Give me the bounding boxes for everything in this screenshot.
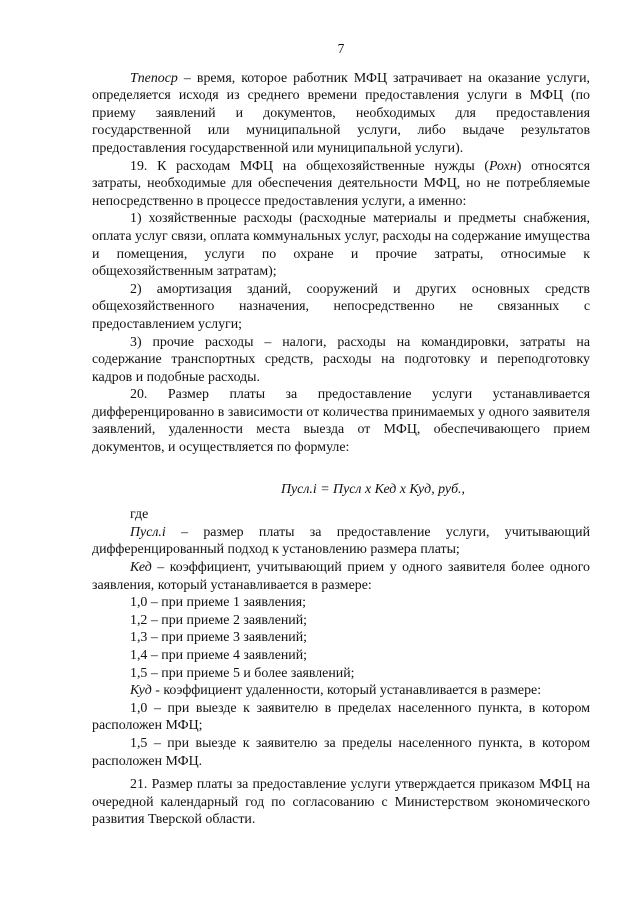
ked-value-4: 1,4 – при приеме 4 заявлений;	[130, 648, 308, 663]
ked-value-3: 1,3 – при приеме 3 заявлений;	[130, 630, 308, 646]
page-number: 7	[337, 41, 345, 56]
definition-pusl-i	[92, 524, 590, 559]
variable-pusl-i: Пусл.i	[130, 524, 166, 540]
definition-tnepos-text: – время, которое работник МФЦ затрачивает на оказание услуги, определяется исходя из среднего времени предоставления услуги в МФЦ (по приему заявлений и документов, необходимых для предоставления государственной или муниципальной услуги, либо выдаче результатов предоставления государственной или муниципальной услуги).	[92, 70, 590, 156]
definition-pusl-i-text: – размер платы за предоставление услуги, учитывающий дифференцированный подход к установлению размера платы;	[92, 524, 590, 558]
definition-kud-text: - коэффициент удаленности, который устанавливается в размере:	[151, 683, 542, 699]
variable-tnepos: Тnепоср	[130, 70, 178, 86]
definition-ked-text: – коэффициент, учитывающий прием у одного заявителя более одного заявления, который устанавливается в размере:	[92, 560, 590, 593]
clause-19-item-1: 1) хозяйственные расходы (расходные материалы и предметы снабжения, оплата услуг связи, оплата коммунальных услуг, расходы на содержание имущества и помещения, услуги по охране и прочие затраты, относимые к общехозяйственным затратам);	[92, 211, 590, 280]
kud-value-2: 1,5 – при выезде к заявителю за пределы населенного пункта, в котором расположен МФЦ.	[92, 735, 590, 769]
definition-ked	[92, 559, 590, 594]
ked-value-2: 1,2 – при приеме 2 заявлений;	[130, 612, 308, 628]
variable-ked: Кед	[130, 560, 152, 576]
where-label: где	[130, 507, 149, 523]
clause-19-intro-before: 19. К расходам МФЦ на общехозяйственные нужды (	[130, 158, 490, 174]
variable-kud: Куд	[130, 683, 152, 699]
clause-19-item-2: 2) амортизация зданий, сооружений и других основных средств общехозяйственного назначения, непосредственно не связанных с предоставлением услуги;	[92, 281, 590, 332]
clause-19-intro-after: ) относятся затраты, необходимые для обеспечения деятельности МФЦ, но не потребляемые непосредственно в процессе предоставления услуги, а именно:	[92, 158, 590, 209]
ked-value-1: 1,0 – при приеме 1 заявления;	[130, 595, 306, 611]
clause-19-item-3: 3) прочие расходы – налоги, расходы на командировки, затраты на содержание транспортных средств, расходы на подготовку и переподготовку кадров и подобные расходы.	[92, 334, 590, 385]
variable-rohn: Рохн	[489, 158, 517, 174]
clause-21-text: 21. Размер платы за предоставление услуги утверждается приказом МФЦ на очередной календарный год по согласованию с Министерством экономического развития Тверской области.	[92, 777, 590, 828]
definition-tnepos	[92, 70, 590, 158]
document-page	[92, 40, 590, 829]
ked-value-5: 1,5 – при приеме 5 и более заявлений;	[130, 665, 355, 681]
fee-formula: Пусл.i = Пусл х Кед х Куд, руб.,	[280, 481, 466, 497]
definition-kud	[92, 682, 590, 700]
clause-20-text: 20. Размер платы за предоставление услуги устанавливается дифференцированно в зависимости от количества принимаемых у одного заявителя заявлений, удаленности места выезда от МФЦ, обеспечивающего прием документов, и осуществляется по формуле:	[92, 387, 590, 456]
kud-value-1: 1,0 – при выезде к заявителю в пределах населенного пункта, в котором расположен МФЦ;	[92, 700, 590, 734]
clause-19-intro	[92, 158, 590, 211]
